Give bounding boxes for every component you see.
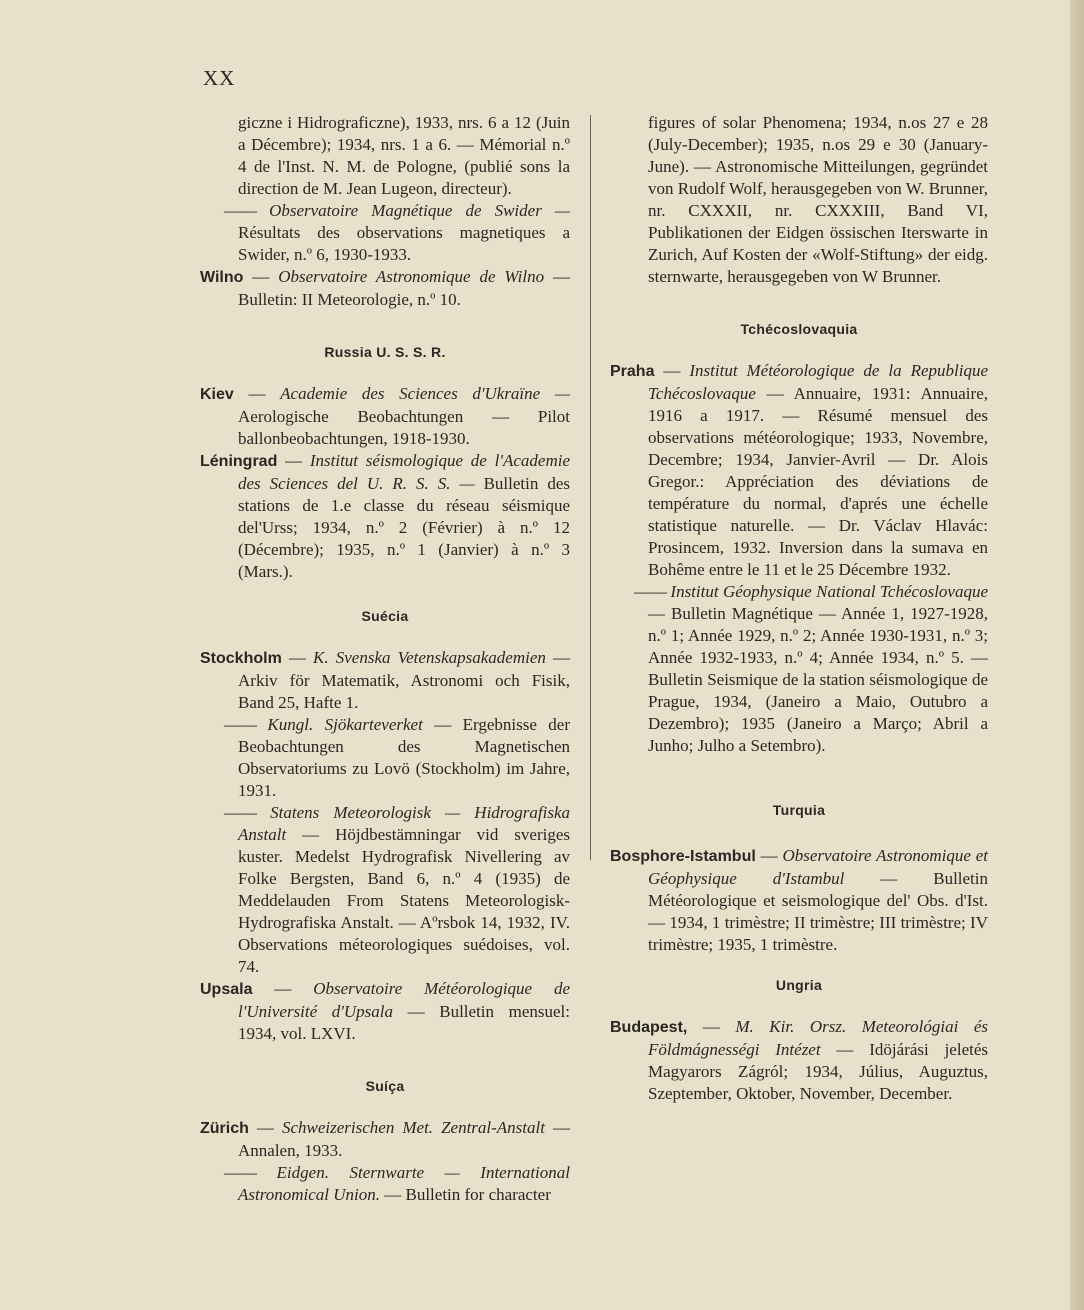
entry-title: Observatoire Magnétique de Swider — (269, 201, 570, 220)
page-number: XX (203, 66, 236, 90)
page-edge (1070, 0, 1084, 1310)
entry-title: Observatoire Météorologique de l'Université d'Upsala (238, 979, 571, 1021)
entry-title: Schweizerischen Met. Zentral-Anstalt (281, 1118, 545, 1137)
city-name: Praha (610, 363, 655, 380)
entry-continuation: giczne i Hidrograficzne), 1933, nrs. 6 a 12 (Juin a Décembre); 1934, nrs. 1 a 6. — Mémorial n.º 4 de l'Inst. N. M. de Pologne, (publié sons la direction de M. Jean Lugeon, directeur). (238, 113, 570, 198)
entry-title: K. Svenska Vetenskapsakademien (313, 648, 546, 667)
entry-text: Aerologische Beobachtungen — Pilot ballonbeobachtungen, 1918-1930. (238, 407, 570, 448)
entry-text: — Bulletin Magnétique — Année 1, 1927-1928, n.º 1; Année 1929, n.º 2; Année 1930-1931, n.º 3; Année 1932-1933, n.º 4; Année 1934, n.º 5. — Bulletin Seismique de la station séismologique de Prague, 1934, (Janeiro a Maio, Outubro a Dezembro); 1935 (Janeiro a Março; Abril a Junho; Julho a Setembro). (648, 604, 988, 755)
city-name: Kiev (200, 386, 234, 403)
city-name: Budapest, (610, 1019, 688, 1036)
entry-text: Bulletin des stations de 1.e classe du réseau séismique del'Urss; 1934, n.º 2 (Février) à n.º 12 (Décembre); 1935, n.º 1 (Janvier) à n.º 3 (Mars.). (238, 474, 570, 581)
entry-text: — Bulletin for character (379, 1185, 551, 1204)
entry-kiev: Kiev — Academie des Sciences d'Ukraïne — Aerologische Beobachtungen — Pilot ballonbeobachtungen, 1918-1930. (200, 384, 570, 448)
entry-text: — Bulletin mensuel: 1934, vol. LXVI. (238, 1002, 570, 1043)
entry-text: — Annalen, 1933. (238, 1118, 571, 1160)
right-column (610, 112, 988, 1105)
entry-title: Institut Météorologique de la Republique Tchécoslovaque (648, 361, 988, 403)
entry-statens: —— Statens Meteorologisk — Hidrografiska Anstalt — Höjdbestämningar vid sveriges kuster. Medelst Hydrografisk Nivellering av Folke Bergsten, Band 6, n.º 4 (1935) de Meddelauden From Statens Meteorologisk-Hydrografiska Anstalt. — Aºrsbok 14, 1932, IV. Observations méteorologiques suédoises, vol. 74. (224, 803, 570, 976)
entry-title: M. Kir. Orsz. Meteorológiai és Földmágnességi Intézet (648, 1017, 988, 1059)
entry-text: — Höjdbestämningar vid sveriges kuster. Medelst Hydrografisk Nivellering av Folke Bergsten, Band 6, n.º 4 (1935) de Meddelauden From Statens Meteorologisk-Hydrografiska Anstalt. — Aºrsbok 14, 1932, IV. Observations méteorologiques suédoises, vol. 74. (238, 825, 570, 976)
entry-text: — Ergebnisse der Beobachtungen des Magnetischen Observatoriums zu Lovö (Stockholm) im Jahre, 1931. (238, 715, 570, 800)
entry-kungl: —— Kungl. Sjökarteverket — Ergebnisse der Beobachtungen des Magnetischen Observatoriums zu Lovö (Stockholm) im Jahre, 1931. (224, 715, 570, 800)
section-heading-suecia: Suécia (361, 608, 409, 624)
entry-upsala: Upsala — Observatoire Météorologique de l'Université d'Upsala — Bulletin mensuel: 1934, vol. LXVI. (200, 979, 571, 1043)
column-divider (590, 115, 591, 860)
entry-title: Eidgen. Sternwarte — International Astronomical Union. (238, 1163, 571, 1204)
section-heading-suica: Suíça (365, 1078, 405, 1094)
entry-text: — Bulletin Météorologique et seismologique del' Obs. d'Ist. — 1934, 1 trimèstre; II trimèstre; III trimèstre; IV trimèstre; 1935, 1 trimèstre. (648, 869, 989, 954)
entry-continuation: figures of solar Phenomena; 1934, n.os 27 e 28 (July-December); 1935, n.os 29 e 30 (January-June). — Astronomische Mitteilungen, gegründet von Rudolf Wolf, herausgegeben von W. Brunner, nr. CXXXII, nr. CXXXIII, Band VI, Publikationen der Eidgen össischen Iterswarte in Zurich, Auf Kosten der «Wolf-Stiftung» der eidg. sternwarte, herausgegeben von W Brunner. (648, 113, 988, 286)
city-name: Léningrad (200, 453, 278, 470)
entry-title: Statens Meteorologisk — Hidrografiska Anstalt (238, 803, 570, 844)
entry-title: Institut Géophysique National Tchécoslovaque (670, 582, 989, 601)
entry-text: — Idöjárási jeletés Magyarors Zágról; 1934, Július, Auguztus, Szeptember, Oktober, November, December. (648, 1040, 988, 1103)
city-name: Upsala (200, 981, 253, 998)
entry-praha: Praha — Institut Météorologique de la Republique Tchécoslovaque — Annuaire, 1931: Annuaire, 1916 a 1917. — Résumé mensuel des observations météorologique; 1933, Novembre, Decembre; 1934, Janvier-Avril — Dr. Alois Gregor.: Appréciation des déviations de température du normal, d'aprés une échelle statistique naturelle. — Dr. Václav Hlavác: Prosincem, 1932. Inversion dans la sumava en Bohême entre le 11 et le 25 Décembre 1932. (610, 361, 988, 579)
section-heading-tchecoslovaquia: Tchécoslovaquia (740, 321, 858, 337)
entry-title: Academie des Sciences d'Ukraïne — (280, 384, 570, 403)
city-name: Zürich (200, 1120, 249, 1137)
entry-swider: —— Observatoire Magnétique de Swider — Résultats des observations magnetiques a Swider, n.º 6, 1930-1933. (224, 201, 570, 264)
entry-title: Kungl. Sjökarteverket (267, 715, 423, 734)
entry-text: — Bulletin: II Meteorologie, n.º 10. (238, 267, 570, 309)
entry-bosphore: Bosphore-Istambul — Observatoire Astronomique et Géophysique d'Istambul — Bulletin Météorologique et seismologique del' Obs. d'Ist. — 1934, 1 trimèstre; II trimèstre; III trimèstre; IV trimèstre; 1935, 1 trimèstre. (610, 846, 989, 954)
entry-text: — Arkiv för Matematik, Astronomi och Fisik, Band 25, Hafte 1. (238, 648, 570, 712)
entry-wilno: Wilno — Observatoire Astronomique de Wilno — Bulletin: II Meteorologie, n.º 10. (200, 267, 570, 309)
entry-eidgen: —— Eidgen. Sternwarte — International Astronomical Union. — Bulletin for character (224, 1163, 571, 1204)
entry-zurich: Zürich — Schweizerischen Met. Zentral-Anstalt — Annalen, 1933. (200, 1118, 571, 1160)
entry-text: Résultats des observations magnetiques a Swider, n.º 6, 1930-1933. (238, 223, 570, 264)
section-heading-ungria: Ungria (775, 977, 823, 993)
entry-text: — Annuaire, 1931: Annuaire, 1916 a 1917. — Résumé mensuel des observations météorologique; 1933, Novembre, Decembre; 1934, Janvier-Avril — Dr. Alois Gregor.: Appréciation des déviations de température du normal, d'aprés une échelle statistique naturelle. — Dr. Václav Hlavác: Prosincem, 1932. Inversion dans la sumava en Bohême entre le 11 et le 25 Décembre 1932. (648, 384, 988, 579)
section-heading-turquia: Turquia (772, 802, 826, 818)
section-heading-russia: Russia U. S. S. R. (324, 344, 446, 360)
entry-budapest: Budapest, — M. Kir. Orsz. Meteorológiai és Földmágnességi Intézet — Idöjárási jeletés Magyarors Zágról; 1934, Július, Auguztus, Szeptember, Oktober, November, December. (610, 1017, 988, 1103)
left-column (200, 112, 570, 1206)
city-name: Bosphore-Istambul (610, 848, 756, 865)
city-name: Stockholm (200, 650, 282, 667)
entry-geophysique: —— Institut Géophysique National Tchécoslovaque — Bulletin Magnétique — Année 1, 1927-1928, n.º 1; Année 1929, n.º 2; Année 1930-1931, n.º 3; Année 1932-1933, n.º 4; Année 1934, n.º 5. — Bulletin Seismique de la station séismologique de Prague, 1934, (Janeiro a Maio, Outubro a Dezembro); 1935 (Janeiro a Março; Abril a Junho; Julho a Setembro). (634, 582, 989, 755)
entry-title: Institut séismologique de l'Academie des Sciences del U. R. S. S. — (238, 451, 570, 493)
entry-title: Observatoire Astronomique de Wilno (278, 267, 545, 286)
entry-title: Observatoire Astronomique et Géophysique d'Istambul (648, 846, 988, 888)
entry-leningrad: Léningrad — Institut séismologique de l'Academie des Sciences del U. R. S. S. — Bulletin des stations de 1.e classe du réseau séismique del'Urss; 1934, n.º 2 (Février) à n.º 12 (Décembre); 1935, n.º 1 (Janvier) à n.º 3 (Mars.). (200, 451, 570, 581)
city-name: Wilno (200, 269, 244, 286)
entry-stockholm: Stockholm — K. Svenska Vetenskapsakademien — Arkiv för Matematik, Astronomi och Fisik, Band 25, Hafte 1. (200, 648, 570, 712)
